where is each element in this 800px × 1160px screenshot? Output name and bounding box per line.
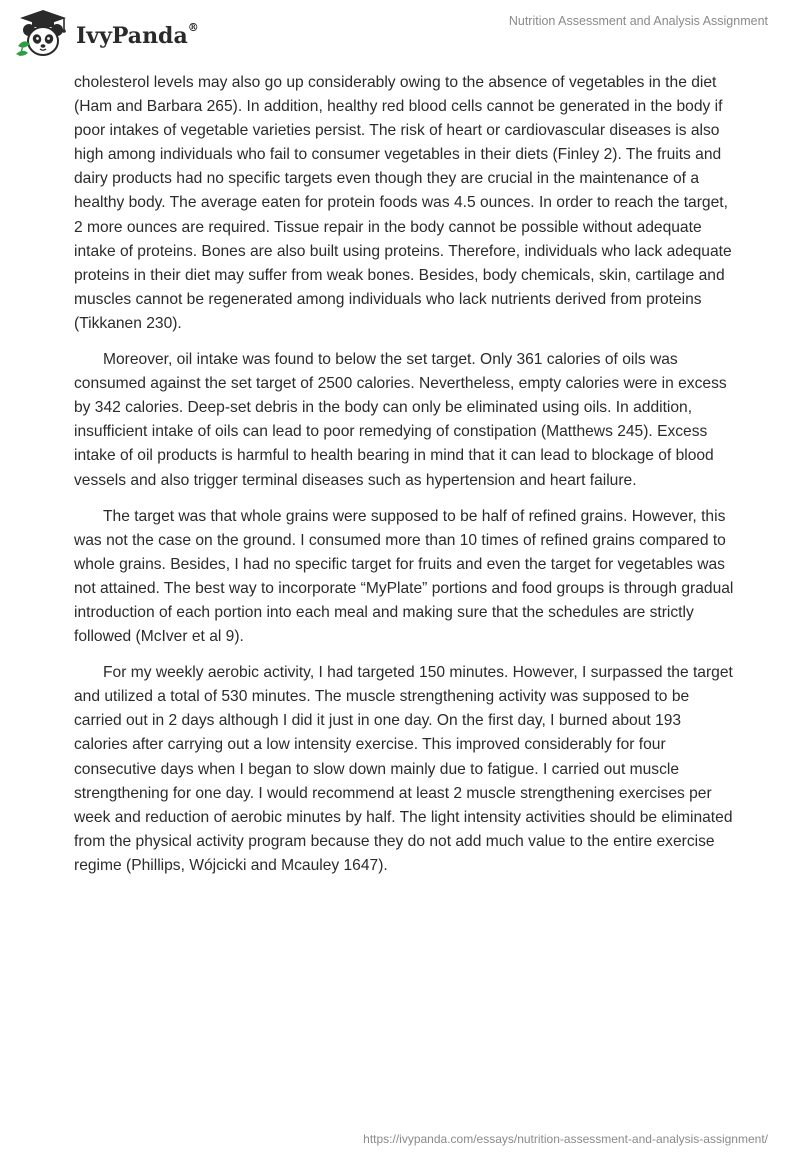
essay-body [74,71,734,890]
paragraph: For my weekly aerobic activity, I had targeted 150 minutes. However, I surpassed the target and utilized a total of 530 minutes. The muscle strengthening activity was supposed to be carried out in 2 days although I did it just in one day. On the first day, I burned about 193 calories after carrying out a low intensity exercise. This improved considerably for four consecutive days when I began to slow down mainly due to fatigue. I carried out muscle strengthening for one day. I would recommend at least 2 muscle strengthening exercises per week and reduction of aerobic minutes by half. The light intensity activities should be eliminated from the physical activity program because they do not add much value to the entire exercise regime (Phillips, Wójcicki and Mcauley 1647). [74,664,733,874]
panda-logo-icon [14,8,72,60]
brand-logo[interactable] [14,8,199,60]
page-header [0,0,800,64]
brand-name: IvyPanda® [76,20,199,49]
paragraph: cholesterol levels may also go up considerably owing to the absence of vegetables in the diet (Ham and Barbara 265). In addition, healthy red blood cells cannot be generated in the body if poor intakes of vegetable varieties persist. The risk of heart or cardiovascular diseases is also high among individuals who fail to consumer vegetables in their diets (Finley 2). The fruits and dairy products had no specific targets even though they are crucial in the maintenance of a healthy body. The average eaten for protein foods was 4.5 ounces. In order to reach the target, 2 more ounces are required. Tissue repair in the body cannot be possible without adequate intake of proteins. Bones are also built using proteins. Therefore, individuals who lack adequate proteins in their diet may suffer from weak bones. Besides, body chemicals, skin, cartilage and muscles cannot be regenerated among individuals who lack nutrients derived from proteins (Tikkanen 230). [74,74,732,332]
registered-mark: ® [187,20,199,34]
paragraph: Moreover, oil intake was found to below the set target. Only 361 calories of oils was consumed against the set target of 2500 calories. Nevertheless, empty calories were in excess by 342 calories. Deep-set debris in the body can only be eliminated using oils. In addition, insufficient intake of oils can lead to poor remedying of constipation (Matthews 245). Excess intake of oil products is harmful to health bearing in mind that it can lead to blockage of blood vessels and also trigger terminal diseases such as hypertension and heart failure. [74,351,727,489]
paragraph: The target was that whole grains were supposed to be half of refined grains. However, this was not the case on the ground. I consumed more than 10 times of refined grains compared to whole grains. Besides, I had no specific target for fruits and even the target for vegetables was not attained. The best way to incorporate “MyPlate” portions and food groups is through gradual introduction of each portion into each meal and making sure that the schedules are strictly followed (McIver et al 9). [74,507,734,646]
source-url[interactable]: https://ivypanda.com/essays/nutrition-assessment-and-analysis-assignment/ [363,1132,768,1146]
document-title: Nutrition Assessment and Analysis Assignment [508,14,768,28]
